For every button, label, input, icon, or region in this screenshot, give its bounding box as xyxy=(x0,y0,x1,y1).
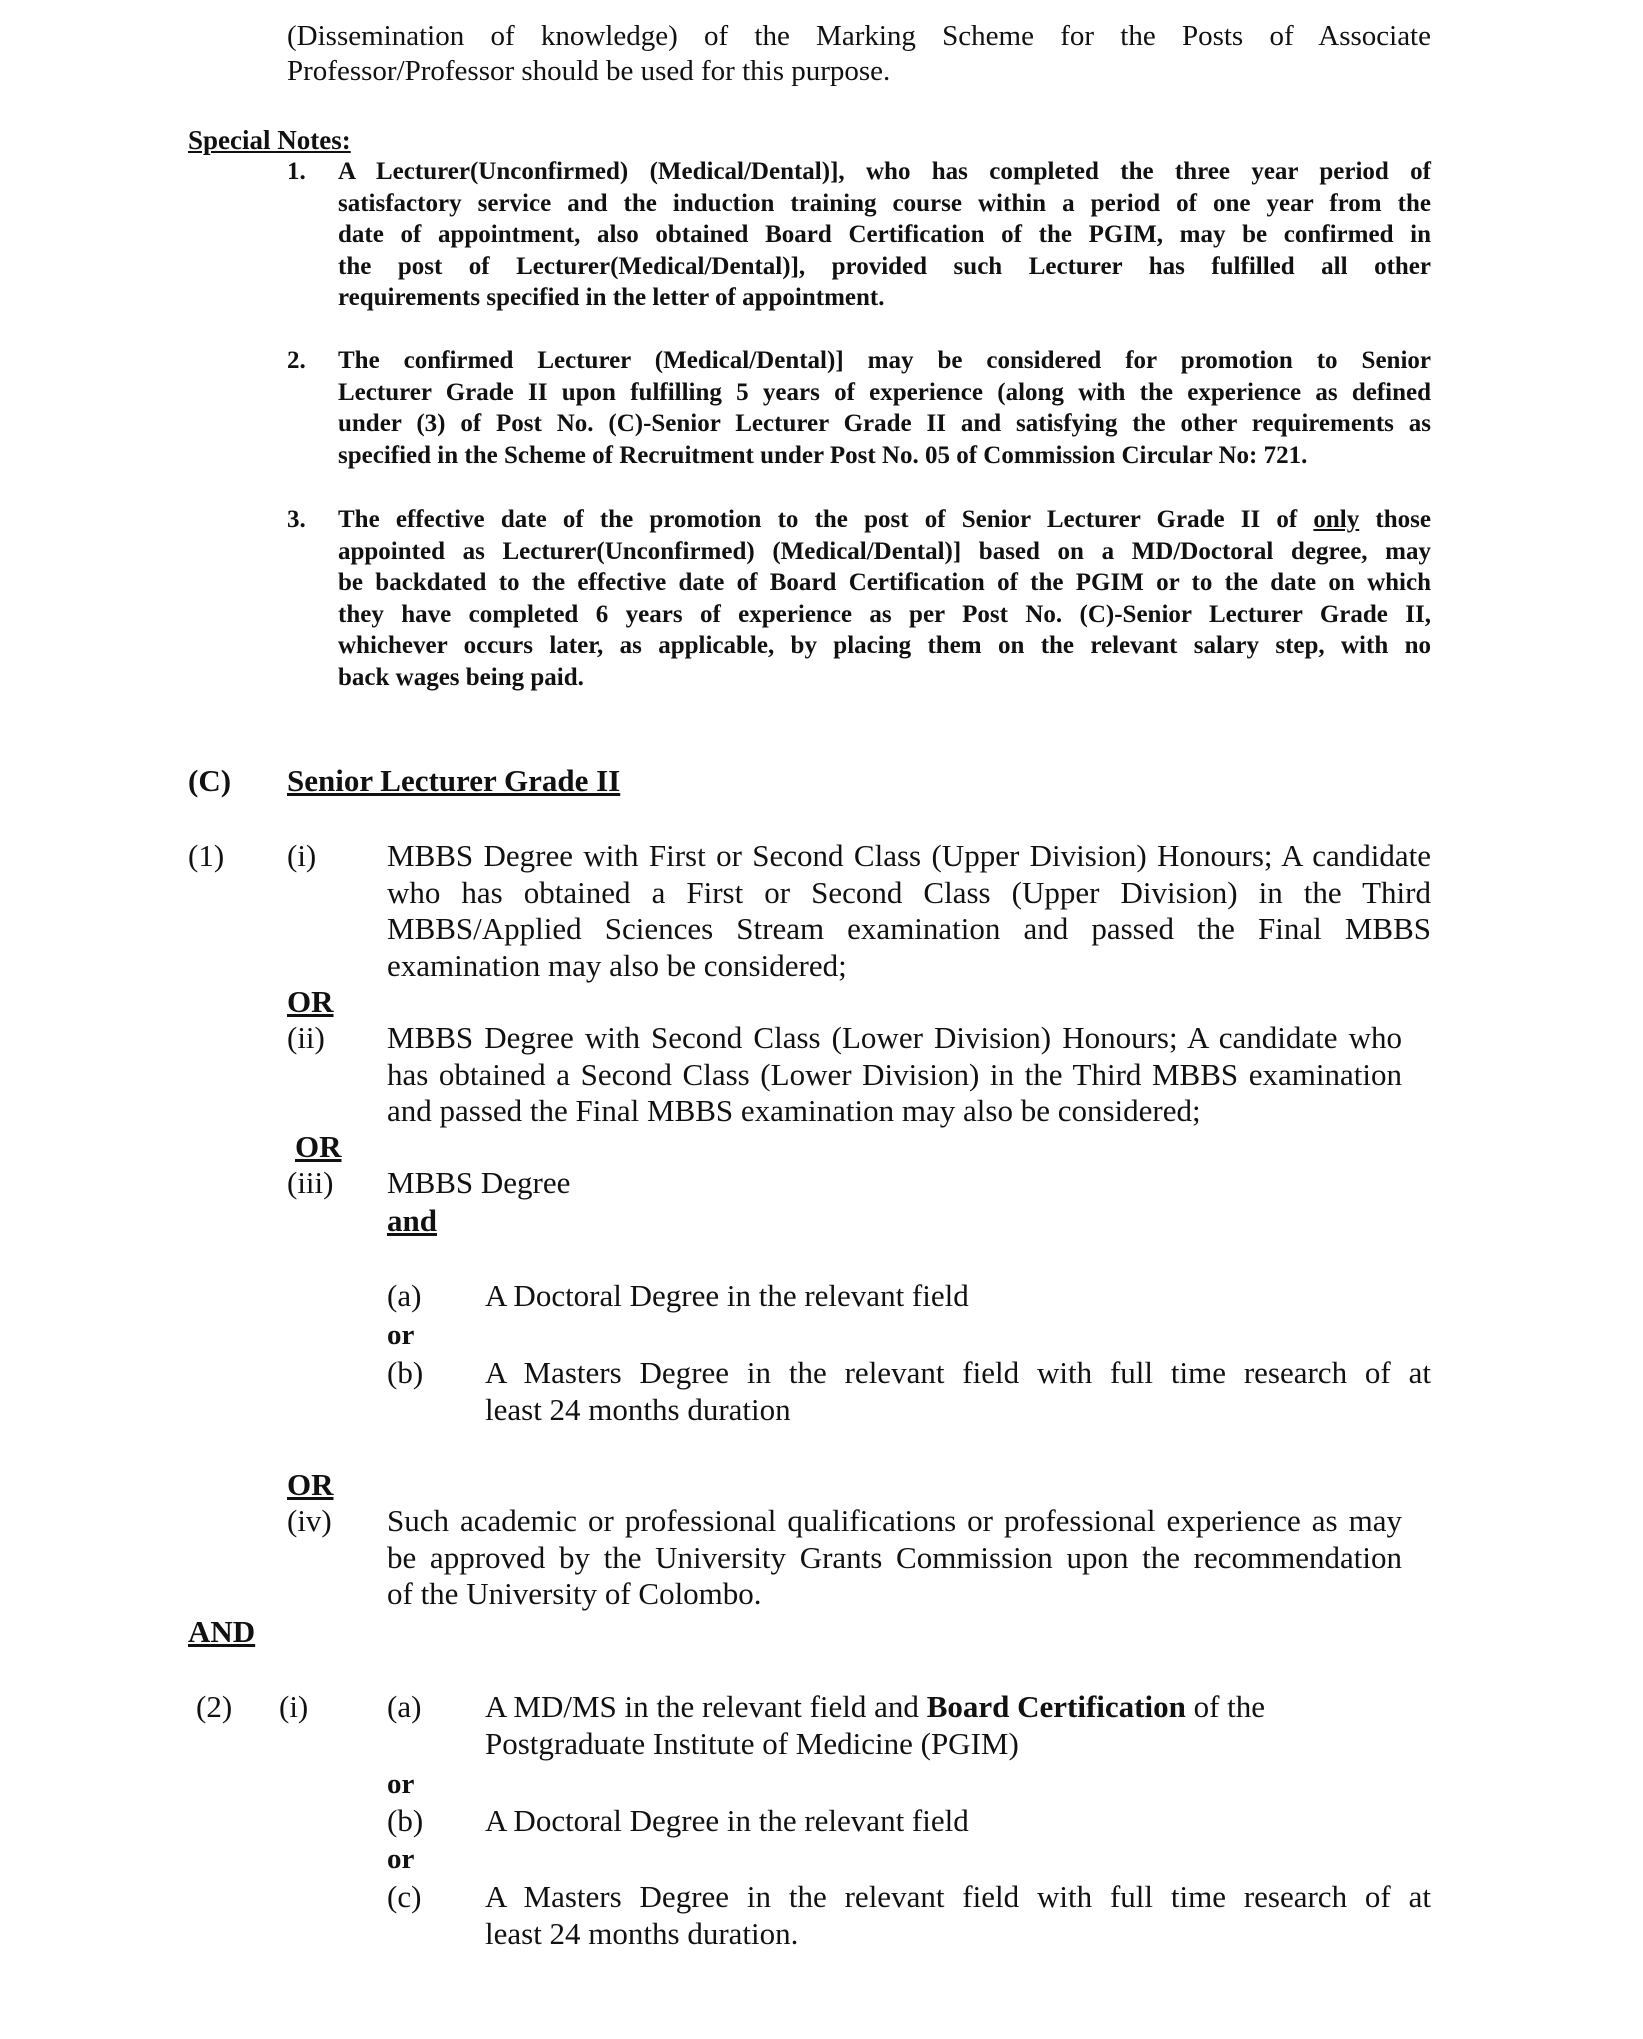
or-connector: or xyxy=(387,1843,415,1875)
text-line: requirements specified in the letter of appointment. xyxy=(338,284,885,312)
text-line: under (3) of Post No. (C)-Senior Lecturer Grade II and satisfying the other requirements as xyxy=(338,410,1431,438)
option-iii-text: MBBS Degree xyxy=(387,1165,571,1200)
and-connector: and xyxy=(387,1203,437,1238)
text-line: satisfactory service and the induction training course within a period of one year from the xyxy=(338,189,1431,217)
note-2-text xyxy=(338,345,1431,471)
text-line: least 24 months duration xyxy=(485,1391,791,1427)
text-line: A Masters Degree in the relevant field with full time research of at xyxy=(485,1355,1431,1390)
text-line: Such academic or professional qualifications or professional experience as may xyxy=(387,1503,1402,1538)
option-label: (iii) xyxy=(287,1165,334,1200)
text-line: date of appointment, also obtained Board Certification of the PGIM, may be confirmed in xyxy=(338,221,1431,249)
text-line: specified in the Scheme of Recruitment under Post No. 05 of Commission Circular No: 721. xyxy=(338,441,1308,469)
text-line: MBBS/Applied Sciences Stream examination and passed the Final MBBS xyxy=(387,911,1431,946)
note-3-text xyxy=(338,504,1431,694)
text-line: be approved by the University Grants Commission upon the recommendation xyxy=(387,1539,1402,1575)
text-line: MBBS Degree with First or Second Class (Upper Division) Honours; A candidate xyxy=(387,838,1431,873)
section-title: Senior Lecturer Grade II xyxy=(287,763,621,798)
option-label: (i) xyxy=(279,1689,309,1724)
text-line: least 24 months duration. xyxy=(485,1915,799,1951)
text-line: Postgraduate Institute of Medicine (PGIM) xyxy=(485,1725,1019,1761)
sub-label: (b) xyxy=(387,1803,424,1838)
or-connector: OR xyxy=(295,1129,342,1164)
sub-label: (a) xyxy=(387,1278,422,1313)
sub-c-text xyxy=(485,1879,1431,1952)
or-connector: OR xyxy=(287,1467,334,1502)
text-line: be backdated to the effective date of Board Certification of the PGIM or to the date on which xyxy=(338,569,1431,597)
text-line: who has obtained a First or Second Class (Upper Division) in the Third xyxy=(387,874,1431,910)
text-fragment: those xyxy=(1359,506,1431,533)
text-line: A Masters Degree in the relevant field with full time research of at xyxy=(485,1879,1431,1914)
option-i-text xyxy=(387,838,1431,984)
part-number: (1) xyxy=(188,838,225,873)
note-1-text xyxy=(338,156,1431,314)
bold-phrase: Board Certification xyxy=(926,1689,1186,1724)
text-fragment: The effective date of the promotion to the post of Senior Lecturer Grade II of xyxy=(338,506,1314,533)
option-label: (iv) xyxy=(287,1503,332,1538)
sub-label: (c) xyxy=(387,1879,422,1914)
and-connector: AND xyxy=(188,1614,256,1649)
text-line xyxy=(485,1689,1431,1726)
note-number: 3. xyxy=(287,506,306,533)
sub-label: (a) xyxy=(387,1689,422,1724)
sub-label: (b) xyxy=(387,1355,424,1390)
note-number: 1. xyxy=(287,158,306,185)
option-label: (ii) xyxy=(287,1020,325,1055)
text-fragment: A MD/MS in the relevant field and xyxy=(485,1689,927,1724)
text-line: whichever occurs later, as applicable, by placing them on the relevant salary step, with no xyxy=(338,632,1431,660)
note-number: 2. xyxy=(287,347,306,374)
option-label: (i) xyxy=(287,838,317,873)
text-line: examination may also be considered; xyxy=(387,947,847,983)
text-line: MBBS Degree with Second Class (Lower Division) Honours; A candidate who xyxy=(387,1020,1402,1055)
sub-a-text xyxy=(485,1689,1431,1762)
text-line: The confirmed Lecturer (Medical/Dental)] may be considered for promotion to Senior xyxy=(338,347,1431,374)
section-label: (C) xyxy=(188,763,232,798)
text-line: they have completed 6 years of experience as per Post No. (C)-Senior Lecturer Grade II, xyxy=(338,600,1431,628)
part-number: (2) xyxy=(196,1689,233,1724)
option-ii-text xyxy=(387,1020,1402,1130)
sub-b-text xyxy=(485,1355,1431,1428)
text-fragment: of the xyxy=(1185,1689,1266,1724)
text-line: of the University of Colombo. xyxy=(387,1576,762,1611)
special-notes-heading: Special Notes: xyxy=(188,125,351,155)
or-connector: or xyxy=(387,1319,415,1351)
text-line: (Dissemination of knowledge) of the Marking Scheme for the Posts of Associate xyxy=(287,20,1431,52)
sub-a-text: A Doctoral Degree in the relevant field xyxy=(485,1278,969,1313)
text-line: A Lecturer(Unconfirmed) (Medical/Dental)], who has completed the three year period of xyxy=(338,158,1431,185)
sub-b-text: A Doctoral Degree in the relevant field xyxy=(485,1803,969,1838)
text-line: Lecturer Grade II upon fulfilling 5 years of experience (along with the experience as defined xyxy=(338,378,1431,406)
or-connector: or xyxy=(387,1768,415,1800)
text-line: back wages being paid. xyxy=(338,663,584,691)
text-line: appointed as Lecturer(Unconfirmed) (Medical/Dental)] based on a MD/Doctoral degree, may xyxy=(338,537,1431,565)
underlined-word: only xyxy=(1313,506,1360,533)
text-line xyxy=(338,504,1431,536)
text-line: has obtained a Second Class (Lower Division) in the Third MBBS examination xyxy=(387,1056,1402,1092)
text-line: the post of Lecturer(Medical/Dental)], provided such Lecturer has fulfilled all other xyxy=(338,252,1431,280)
text-line: and passed the Final MBBS examination may also be considered; xyxy=(387,1093,1201,1128)
or-connector: OR xyxy=(287,984,334,1019)
option-iv-text xyxy=(387,1503,1402,1613)
intro-paragraph xyxy=(287,19,1431,89)
text-line: Professor/Professor should be used for this purpose. xyxy=(287,55,891,87)
